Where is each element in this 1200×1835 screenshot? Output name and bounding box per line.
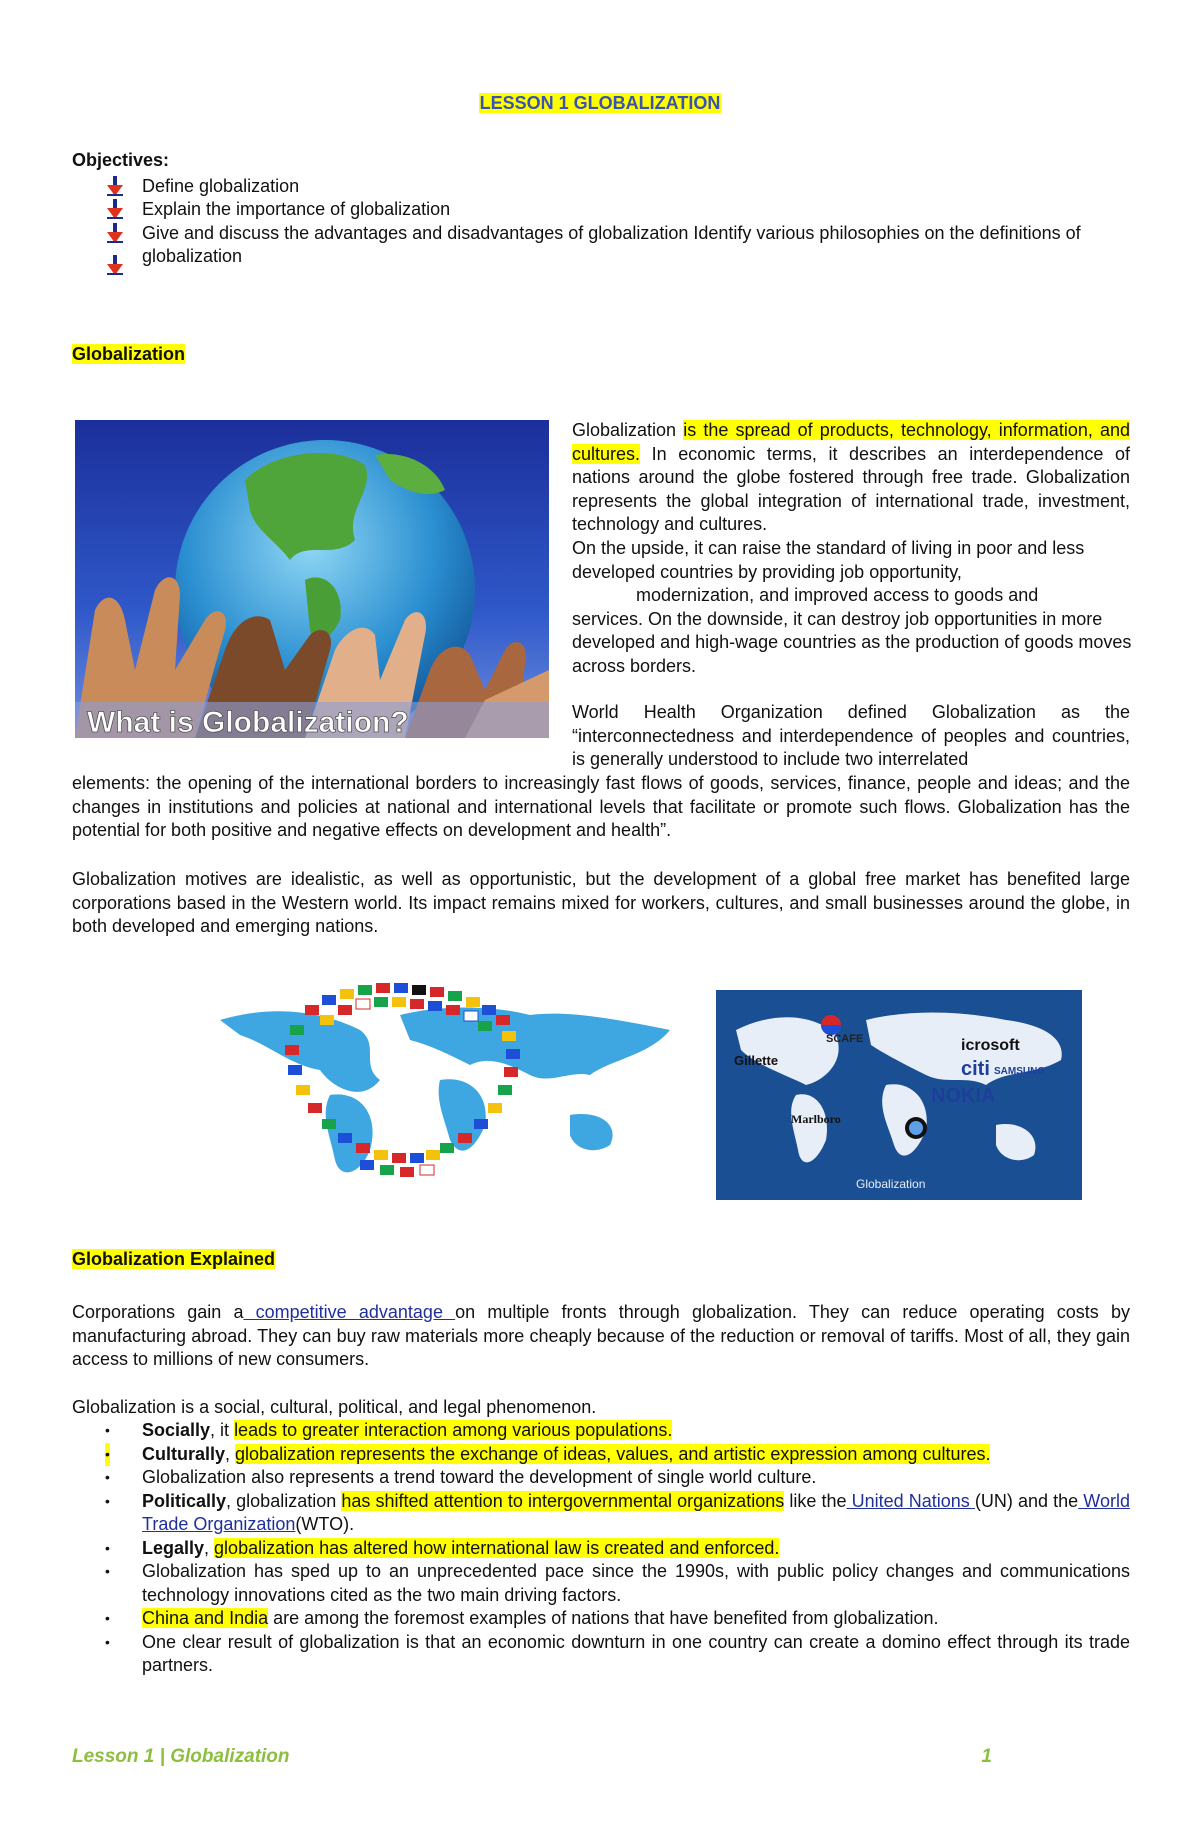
down-arrow-bullet-icon: [104, 254, 126, 276]
objectives-list: [72, 175, 1132, 269]
competitive-advantage-paragraph: Corporations gain a competitive advantage on multiple fronts through globalization. They can reduce operating costs by manufacturing abroad. They can buy raw materials more cheaply because of the reduction or removal of tariffs. Most of all, they gain access to millions of new consumers.: [72, 1302, 1130, 1369]
who-definition-part1: World Health Organization defined Globalization as the “interconnectedness and interdependence of peoples and countries, is generally understood to include two interrelated: [572, 702, 1130, 769]
objectives-heading: Objectives:: [72, 150, 170, 170]
brand-label-gillette: Gillette: [734, 1053, 779, 1068]
motives-paragraph: Globalization motives are idealistic, as well as opportunistic, but the development of a global free market has benefited large corporations based in the Western world. Its impact remains mixed for workers, cultures, and small businesses around the globe, in both developed and emerging nations.: [72, 869, 1130, 936]
list-item-single-world-culture: • Globalization also represents a trend toward the development of single world culture.: [105, 1467, 817, 1487]
down-arrow-bullet-icon: [104, 198, 126, 220]
list-item-culturally: • Culturally, globalization represents the exchange of ideas, values, and artistic expression among cultures.: [72, 1443, 1130, 1467]
list-item-pace: • Globalization has sped up to an unprecedented pace since the 1990s, with public policy changes and communications technology innovations cited as the two main driving factors.: [105, 1561, 1130, 1605]
page-footer: [72, 1746, 992, 1768]
objective-item: Define globalization: [72, 175, 1132, 199]
who-definition-part2: elements: the opening of the international borders to increasingly fast flows of goods, services, finance, people and ideas; and the changes in institutions and policies at national and international levels that facilitate or promote such flows. Globalization has the potential for both positive and negative effects on development and health”.: [72, 773, 1130, 840]
image-caption: What is Globalization?: [87, 706, 409, 738]
brand-world-map-image: [716, 990, 1082, 1200]
objective-item: Explain the importance of globalization: [72, 198, 1132, 222]
phenomenon-paragraph: Globalization is a social, cultural, political, and legal phenomenon.: [72, 1397, 597, 1417]
globalization-aspects-list: [72, 1419, 1130, 1678]
page-title: LESSON 1 GLOBALIZATION: [479, 93, 721, 113]
down-arrow-bullet-icon: [104, 222, 126, 244]
upside-downside-paragraph: On the upside, it can raise the standard of living in poor and less developed countries by providing job opportunity, modernization, and improved access to goods and services. On the downside, it can destroy job opportunities in more developed and high-wage countries as the production of goods moves across borders.: [572, 538, 1132, 676]
hands-holding-globe-image: [75, 420, 549, 738]
flag-world-map-image: [210, 975, 680, 1187]
brand-label-nokia: NOKIA: [931, 1085, 996, 1107]
page-number: 1: [981, 1746, 992, 1767]
brand-label-marlboro: Marlboro: [791, 1112, 841, 1126]
united-nations-link[interactable]: United Nations: [846, 1490, 975, 1511]
footer-title: Lesson 1 | Globalization: [72, 1746, 290, 1767]
brand-label-scafe: SCAFE: [826, 1033, 864, 1045]
section-heading-globalization-explained: Globalization Explained: [72, 1249, 276, 1269]
competitive-advantage-link[interactable]: competitive advantage: [243, 1302, 456, 1322]
brand-label-citi: citi: [961, 1058, 990, 1080]
globalization-definition: Globalization is the spread of products, technology, information, and cultures. In economic terms, it describes an interdependence of nations around the globe fostered through free trade. Globalization represents the global integration of international trade, investment, technology and cultures.: [572, 420, 1130, 534]
brand-image-caption: Globalization: [856, 1177, 926, 1191]
list-item-china-india: • China and India are among the foremost examples of nations that have benefited from globalization.: [105, 1608, 939, 1628]
brand-label-samsung: SAMSUNG: [994, 1066, 1046, 1077]
objective-item: Give and discuss the advantages and disadvantages of globalization Identify various philosophies on the definitions of globalization: [72, 222, 1132, 269]
list-item-domino-effect: • One clear result of globalization is that an economic downturn in one country can create a domino effect through its trade partners.: [105, 1631, 1130, 1675]
world-trade-organization-link[interactable]: World Trade Organization: [142, 1490, 1130, 1534]
brand-label-microsoft: icrosoft: [961, 1037, 1020, 1054]
list-item-legally: • Legally, globalization has altered how international law is created and enforced.: [105, 1537, 780, 1558]
objectives-section: [72, 149, 1132, 269]
section-heading-globalization: Globalization: [72, 344, 186, 364]
list-item-politically: • Politically, globalization has shifted attention to intergovernmental organizations like the United Nations (UN) and the World Trade Organization(WTO).: [105, 1490, 1130, 1534]
down-arrow-bullet-icon: [104, 175, 126, 197]
list-item-socially: • Socially, it leads to greater interaction among various populations.: [105, 1420, 673, 1440]
